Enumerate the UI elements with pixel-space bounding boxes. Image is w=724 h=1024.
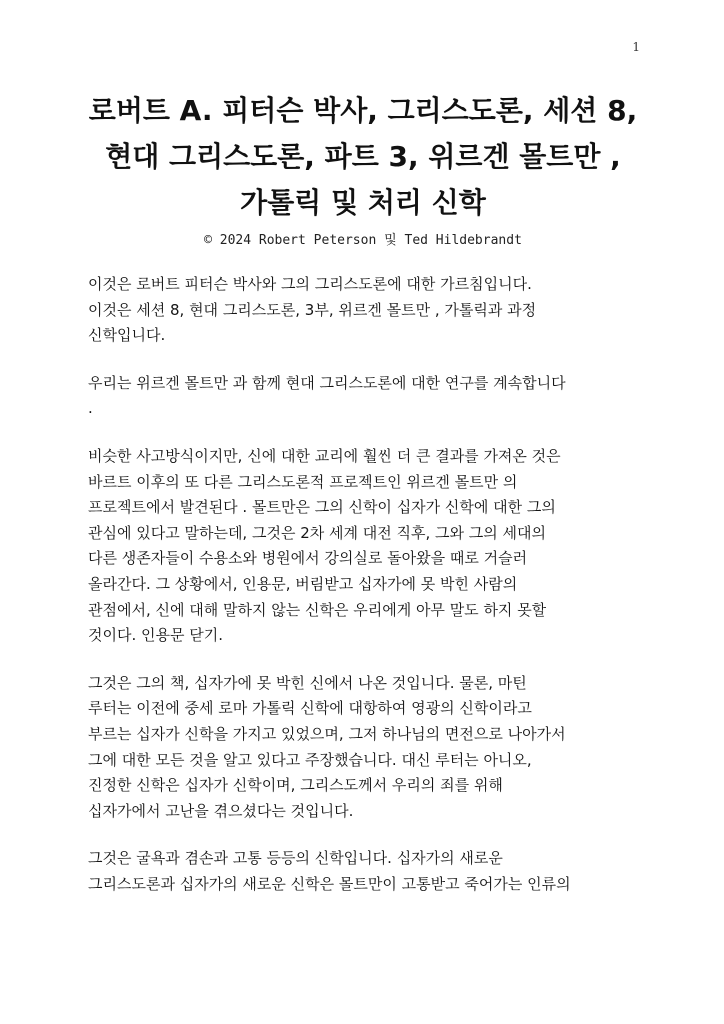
paragraph-continue: [88, 371, 638, 422]
text-line: 것이다. 인용문 닫기.: [88, 626, 223, 645]
title-line: 가톨릭 및 처리 신학: [240, 186, 486, 219]
text-line: 관점에서, 신에 대해 말하지 않는 신학은 우리에게 아무 말도 하지 못할: [88, 600, 547, 619]
text-line: 우리는 위르겐 몰트만 과 함께 현대 그리스도론에 대한 연구를 계속합니다: [88, 373, 566, 392]
text-line: 십자가에서 고난을 겪으셨다는 것입니다.: [88, 801, 354, 820]
text-line: 관심에 있다고 말하는데, 그것은 2차 세계 대전 직후, 그와 그의 세대의: [88, 523, 546, 542]
body-text: [88, 272, 638, 897]
text-line: 루터는 이전에 중세 로마 가톨릭 신학에 대항하여 영광의 신학이라고: [88, 699, 532, 718]
page-number: 1: [632, 40, 640, 54]
paragraph-humility: [88, 846, 638, 897]
copyright-notice: © 2024 Robert Peterson 및 Ted Hildebrandt: [204, 233, 522, 248]
text-line: 바르트 이후의 또 다른 그리스도론적 프로젝트인 위르겐 몰트만 의: [88, 472, 518, 491]
text-line: 신학입니다.: [88, 326, 166, 345]
text-line: 이것은 세션 8, 현대 그리스도론, 3부, 위르겐 몰트만 , 가톨릭과 과정: [88, 300, 537, 319]
text-line: 그것은 그의 책, 십자가에 못 박힌 신에서 나온 것입니다. 물론, 마틴: [88, 673, 527, 692]
text-line: 부르는 십자가 신학을 가지고 있었으며, 그저 하나님의 면전으로 나아가서: [88, 724, 566, 743]
paragraph-moltmann: [88, 444, 638, 649]
document-title: [88, 0, 638, 226]
text-line: 다른 생존자들이 수용소와 병원에서 강의실로 돌아왔을 때로 거슬러: [88, 549, 528, 568]
text-line: 그에 대한 모든 것을 알고 있다고 주장했습니다. 대신 루터는 아니오,: [88, 750, 532, 769]
text-line: 올라간다. 그 상황에서, 인용문, 버림받고 십자가에 못 박힌 사람의: [88, 574, 518, 593]
text-line: 그리스도론과 십자가의 새로운 신학은 몰트만이 고통받고 죽어가는 인류의: [88, 874, 571, 893]
paragraph-intro: [88, 272, 638, 349]
paragraph-luther: [88, 671, 638, 825]
text-line: 그것은 굴욕과 겸손과 고통 등등의 신학입니다. 십자가의 새로운: [88, 849, 503, 868]
text-line: 진정한 신학은 십자가 신학이며, 그리스도께서 우리의 죄를 위해: [88, 776, 503, 795]
text-line: .: [88, 399, 93, 418]
title-line: 현대 그리스도론, 파트 3, 위르겐 몰트만 ,: [105, 140, 621, 173]
text-line: 이것은 로버트 피터슨 박사와 그의 그리스도론에 대한 가르침입니다.: [88, 275, 532, 293]
text-line: 비슷한 사고방식이지만, 신에 대한 교리에 훨씬 더 큰 결과를 가져온 것은: [88, 446, 561, 465]
text-line: 프로젝트에서 발견된다 . 몰트만은 그의 신학이 십자가 신학에 대한 그의: [88, 498, 556, 517]
title-line: 로버트 A. 피터슨 박사, 그리스도론, 세션 8,: [88, 94, 638, 127]
